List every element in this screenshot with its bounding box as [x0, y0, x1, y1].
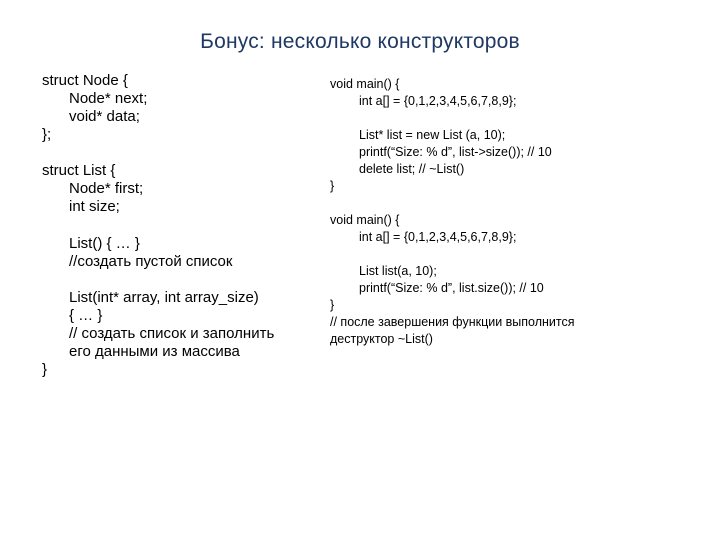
code-line: int size; [69, 198, 120, 215]
code-line: List* list = new List (a, 10); [359, 128, 506, 142]
code-line: printf(“Size: % d”, list.size()); // 10 [359, 281, 544, 295]
code-line: delete list; // ~List() [359, 162, 465, 176]
code-comment: // создать список и заполнить его данными из массива [69, 325, 275, 360]
code-line: } [330, 179, 335, 193]
code-line: List(int* array, int array_size) [69, 289, 259, 306]
code-line: void* data; [69, 108, 140, 125]
right-code-block [330, 76, 710, 348]
code-line: { … } [69, 307, 103, 324]
code-line: List list(a, 10); [359, 264, 437, 278]
code-line: void main() { [330, 213, 400, 227]
code-line: } [42, 361, 48, 378]
code-line: int a[] = {0,1,2,3,4,5,6,7,8,9}; [359, 94, 517, 108]
code-line: List() { … } [69, 235, 140, 252]
code-line: Node* next; [69, 90, 148, 107]
code-line: int a[] = {0,1,2,3,4,5,6,7,8,9}; [359, 230, 517, 244]
code-line: printf(“Size: % d”, list->size()); // 10 [359, 145, 552, 159]
code-line: } [330, 298, 335, 312]
left-code-block [42, 72, 312, 379]
code-line: struct List { [42, 162, 116, 179]
code-line: void main() { [330, 77, 400, 91]
code-comment: // после завершения функции выполнится деструктор ~List() [330, 315, 575, 346]
code-comment: //создать пустой список [69, 253, 233, 270]
code-line: }; [42, 126, 52, 143]
code-line: struct Node { [42, 72, 128, 89]
code-line: Node* first; [69, 180, 144, 197]
slide-title: Бонус: несколько конструкторов [200, 30, 520, 53]
